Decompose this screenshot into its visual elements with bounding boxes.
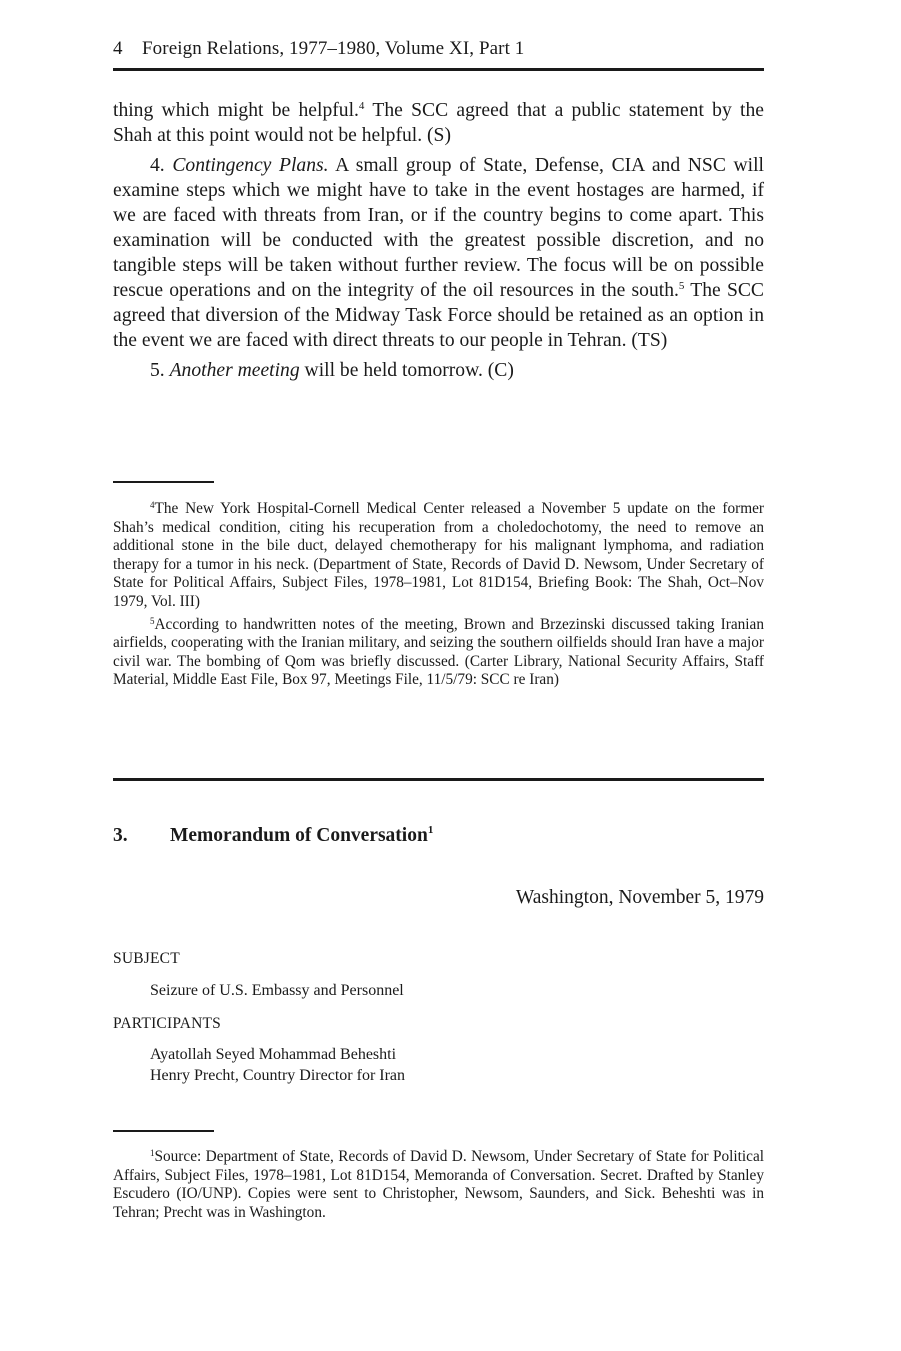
footnotes-bottom — [113, 1148, 764, 1226]
paragraph-continuation — [113, 98, 764, 148]
footnote-4 — [113, 500, 764, 612]
paragraph-contingency-plans — [113, 153, 764, 353]
subject-label: SUBJECT — [113, 950, 180, 967]
text-run: The SCC agreed that diversion of the Midway Task Force should be retained as an option in the event we are faced with direct threats to our people in Tehran. (TS) — [113, 280, 764, 351]
text-run: thing which might be helpful. — [113, 100, 359, 121]
participants-label: PARTICIPANTS — [113, 1015, 222, 1032]
participant-2: Henry Precht, Country Director for Iran — [150, 1067, 406, 1084]
participant-1: Ayatollah Seyed Mohammad Beheshti — [150, 1046, 397, 1063]
body-text — [113, 98, 764, 388]
text-run: The SCC agreed that a public statement by the Shah at this point would not be helpful. (S) — [113, 100, 764, 146]
footnote-number: 5 — [150, 615, 155, 626]
document-title-text: Memorandum of Conversation — [170, 825, 428, 846]
paragraph-number: 4. — [150, 155, 173, 176]
document-number: 3. — [113, 825, 128, 846]
footnote-ref-5[interactable]: 5 — [678, 280, 685, 292]
text-run: A small group of State, Defense, CIA and NSC will examine steps which we might have to take in the event hostages are harmed, if we are faced with threats from Iran, or if the country begins to come apart. This examination will be conducted with the greatest possible discretion, and no tangible steps will be taken without further review. The focus will be on possible rescue operations and on the integrity of the oil resources in the south. — [113, 155, 765, 301]
document-title — [113, 825, 433, 847]
paragraph-heading: Another meeting — [169, 360, 300, 381]
paragraph-number: 5. — [150, 360, 170, 381]
footnote-rule — [113, 1130, 214, 1132]
footnote-5 — [113, 616, 764, 690]
footnote-number: 1 — [150, 1148, 155, 1158]
footnotes-top — [113, 500, 764, 694]
footnote-rule — [113, 481, 214, 483]
footnote-text: Source: Department of State, Records of David D. Newsom, Under Secretary of State for Political Affairs, Subject Files, 1978–1981, Lot 81D154, Memoranda of Conversation. Secret. Drafted by Stanley Escudero (IO/UNP). Copies were sent to Christopher, Newsom, Saunders, and Sick. Beheshti was in Tehran; Precht was in Washington. — [113, 1148, 764, 1221]
footnote-ref-1[interactable]: 1 — [427, 824, 434, 836]
footnote-text: According to handwritten notes of the meeting, Brown and Brzezinski discussed taking Iranian airfields, cooperating with the Iranian military, and seizing the southern oilfields should Iran have a major civil war. The bombing of Qom was briefly discussed. (Carter Library, National Security Affairs, Staff Material, Middle East File, Box 97, Meetings File, 11/5/79: SCC re Iran) — [113, 615, 764, 689]
footnote-1 — [113, 1148, 764, 1222]
footnote-text: The New York Hospital-Cornell Medical Center released a November 5 update on the former Shah’s medical condition, citing his recuperation from a choledochotomy, the need to remove an additional stone in the bile duct, delayed chemotherapy for his malignant lymphoma, and radiation therapy for a tumor in his neck. (Department of State, Records of David D. Newsom, Under Secretary of State for Political Affairs, Subject Files, 1978–1981, Lot 81D154, Briefing Book: The Shah, Oct–Nov 1979, Vol. III) — [113, 500, 764, 610]
paragraph-another-meeting — [113, 358, 764, 383]
section-rule — [113, 778, 764, 781]
subject-text: Seizure of U.S. Embassy and Personnel — [150, 982, 404, 999]
running-head: 4 Foreign Relations, 1977–1980, Volume XI, Part 1 — [113, 38, 525, 59]
header-rule — [113, 68, 764, 71]
footnote-ref-4[interactable]: 4 — [358, 100, 365, 112]
text-run: will be held tomorrow. (C) — [299, 360, 514, 381]
footnote-number: 4 — [150, 500, 155, 510]
dateline: Washington, November 5, 1979 — [515, 887, 764, 908]
paragraph-heading: Contingency Plans. — [172, 155, 329, 176]
